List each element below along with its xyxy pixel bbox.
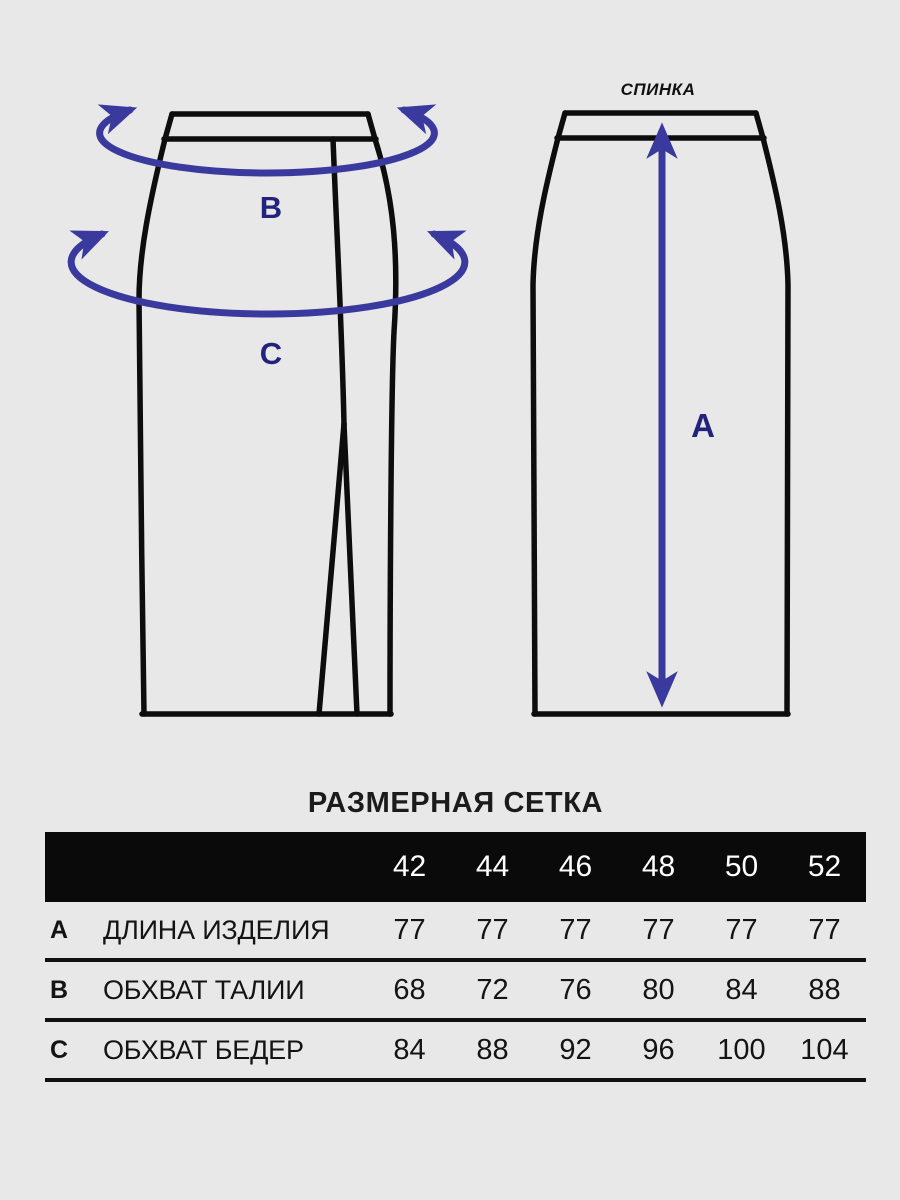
row-value: 77 [808,913,841,946]
row-label: ДЛИНА ИЗДЕЛИЯ [103,914,330,945]
row-value: 84 [393,1033,426,1066]
row-label: ОБХВАТ ТАЛИИ [103,974,305,1005]
row-value: 77 [642,913,675,946]
size-column-header: 50 [724,850,759,883]
size-column-header: 42 [392,850,427,883]
size-column-header: 44 [475,850,510,883]
front-wrap-seam [333,139,344,424]
length-letter-label: A [691,407,715,444]
hip-arc-left [71,234,268,314]
hips-letter-label: C [259,336,283,371]
row-value: 104 [800,1033,849,1066]
row-value: 80 [642,973,675,1006]
size-column-header: 46 [558,850,593,883]
front-slit-right-line [344,424,357,714]
row-letter: B [50,975,69,1004]
size-column-header: 48 [641,850,676,883]
row-value: 96 [642,1033,675,1066]
row-letter: A [50,915,69,944]
size-table [45,832,866,1082]
hip-arc-right [268,234,465,314]
front-right-edge [368,114,396,714]
table-row-length [45,902,866,962]
back-view-label: СПИНКА [620,80,696,99]
row-value: 72 [476,973,509,1006]
hip-circumference-arrow [71,234,465,314]
front-left-edge [139,114,172,714]
row-value: 77 [476,913,509,946]
size-table-header-row [45,832,866,902]
row-value: 68 [393,973,426,1006]
size-table-title: РАЗМЕРНАЯ СЕТКА [307,787,604,819]
row-label: ОБХВАТ БЕДЕР [103,1034,304,1065]
waist-letter-label: B [259,190,283,225]
back-left-edge [533,113,565,714]
row-value: 92 [559,1033,592,1066]
row-value: 88 [476,1033,509,1066]
front-slit-left-line [319,424,344,714]
row-value: 76 [559,973,592,1006]
row-letter: C [50,1035,69,1064]
row-value: 77 [725,913,758,946]
back-right-edge [756,113,788,714]
table-row-waist [45,962,866,1022]
row-value: 77 [559,913,592,946]
row-value: 100 [717,1033,766,1066]
table-row-hips [45,1022,866,1082]
size-column-header: 52 [807,850,842,883]
row-value: 88 [808,973,841,1006]
row-value: 84 [725,973,758,1006]
row-value: 77 [393,913,426,946]
